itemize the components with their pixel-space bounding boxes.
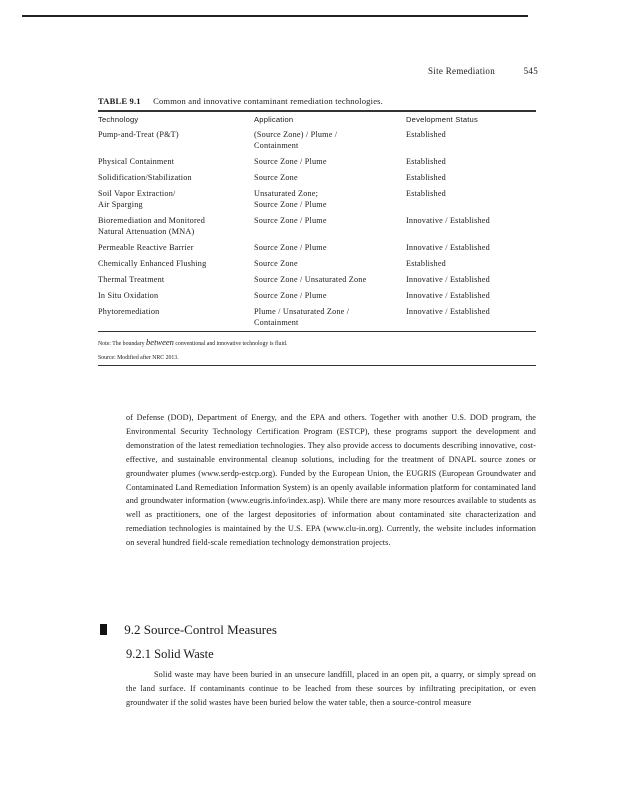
application-cell-line: (Source Zone) / Plume / — [254, 130, 338, 139]
table-label: TABLE 9.1 — [98, 96, 141, 106]
technology-cell-line: Bioremediation and Monitored — [98, 216, 206, 225]
running-head-title: Site Remediation — [427, 66, 496, 76]
status-cell-line: Innovative / Established — [406, 275, 490, 284]
status-cell — [406, 272, 536, 288]
application-cell — [254, 256, 406, 272]
status-cell — [406, 154, 536, 170]
application-cell-line: Source Zone — [254, 259, 298, 268]
table-note-end: conventional and innovative technology is fluid. — [175, 341, 288, 347]
technology-cell-line: In Situ Oxidation — [98, 291, 159, 300]
application-cell-line: Source Zone / Plume — [254, 200, 327, 209]
technology-cell-line: Chemically Enhanced Flushing — [98, 259, 207, 268]
table-row — [98, 170, 536, 186]
application-cell — [254, 170, 406, 186]
page-number: 545 — [523, 66, 538, 76]
table-note — [98, 335, 536, 351]
table-grid — [98, 112, 536, 331]
subsection-heading — [126, 647, 214, 662]
technology-cell-line: Permeable Reactive Barrier — [98, 243, 194, 252]
technology-cell — [98, 127, 254, 154]
status-cell-line: Established — [406, 259, 446, 268]
running-head — [428, 66, 538, 76]
application-cell-line: Source Zone / Unsaturated Zone — [254, 275, 367, 284]
technology-cell — [98, 288, 254, 304]
technology-cell-line: Physical Containment — [98, 157, 175, 166]
status-cell — [406, 256, 536, 272]
table-row — [98, 240, 536, 256]
application-cell — [254, 154, 406, 170]
status-cell — [406, 186, 536, 213]
body-text-2 — [126, 668, 536, 709]
section-number: 9.2 — [124, 622, 141, 637]
status-cell — [406, 240, 536, 256]
technology-cell-line: Solidification/Stabilization — [98, 173, 192, 182]
application-cell — [254, 304, 406, 331]
table-row — [98, 304, 536, 331]
status-cell-line: Innovative / Established — [406, 307, 490, 316]
status-cell — [406, 304, 536, 331]
technology-cell-line: Air Sparging — [98, 200, 143, 209]
table-body — [98, 127, 536, 331]
table-row — [98, 154, 536, 170]
application-cell-line: Source Zone / Plume — [254, 157, 327, 166]
table-caption-text: Common and innovative contaminant remediation technologies. — [153, 96, 383, 106]
top-rule — [22, 15, 528, 17]
status-cell — [406, 127, 536, 154]
table-row — [98, 186, 536, 213]
application-cell — [254, 127, 406, 154]
status-cell — [406, 288, 536, 304]
table-end-rule — [98, 365, 536, 366]
table-source: Source: Modified after NRC 2013. — [98, 355, 179, 361]
technology-cell — [98, 186, 254, 213]
table-row — [98, 256, 536, 272]
remediation-technologies-table — [98, 96, 536, 366]
table-note-emphasis: between — [146, 337, 174, 347]
application-cell — [254, 213, 406, 240]
application-cell-line: Containment — [254, 141, 299, 150]
table-row — [98, 127, 536, 154]
technology-cell — [98, 304, 254, 331]
technology-cell-line: Thermal Treatment — [98, 275, 165, 284]
technology-cell — [98, 170, 254, 186]
application-cell-line: Source Zone / Plume — [254, 243, 327, 252]
table-row — [98, 288, 536, 304]
table-notes — [98, 335, 536, 365]
technology-cell-line: Natural Attenuation (MNA) — [98, 227, 195, 236]
section-marker-icon — [100, 624, 107, 635]
application-cell-line: Source Zone — [254, 173, 298, 182]
application-cell-line: Source Zone / Plume — [254, 291, 327, 300]
application-cell-line: Source Zone / Plume — [254, 216, 327, 225]
header-development-status: Development Status — [406, 115, 478, 124]
body-paragraph: of Defense (DOD), Department of Energy, and the EPA and others. Together with another U.S. DOD program, the Environmental Security Technology Certification Program (ESTCP), these programs support the development and demonstration of the latest remediation technologies. They also provide access to documents describing innovative, cost-effective, and sustainable environmental cleanup solutions, including for the treatment of DNAPL source zones or groundwater plumes (www.serdp-estcp.org). Funded by the European Union, the EUGRIS (European Groundwater and Contaminated Land Remediation Information System) is an openly available information platform for contaminated land and groundwater information (www.eugris.info/index.asp). While there are many more resources available to students as well as practitioners, one of the largest depositories of information about contaminated site characterization and remediation technologies is maintained by the U.S. EPA (www.clu-in.org). Currently, the website includes information on several hundred field-scale remediation technology demonstration projects. — [126, 413, 536, 548]
status-cell — [406, 170, 536, 186]
application-cell-line: Containment — [254, 318, 299, 327]
header-technology: Technology — [98, 115, 139, 124]
table-note-start: Note: The boundary — [98, 341, 145, 347]
technology-cell-line: Pump-and-Treat (P&T) — [98, 130, 179, 139]
status-cell-line: Innovative / Established — [406, 216, 490, 225]
technology-cell — [98, 256, 254, 272]
technology-cell — [98, 272, 254, 288]
application-cell-line: Plume / Unsaturated Zone / — [254, 307, 350, 316]
table-bottom-rule — [98, 331, 536, 332]
table-caption — [98, 96, 536, 106]
subsection-title: Solid Waste — [154, 647, 214, 661]
status-cell-line: Innovative / Established — [406, 243, 490, 252]
status-cell-line: Established — [406, 189, 446, 198]
table-header-row — [98, 112, 536, 127]
header-application: Application — [254, 115, 294, 124]
technology-cell — [98, 154, 254, 170]
technology-cell-line: Phytoremediation — [98, 307, 160, 316]
section-title: Source-Control Measures — [143, 622, 277, 637]
application-cell — [254, 272, 406, 288]
technology-cell — [98, 213, 254, 240]
body-paragraph: Solid waste may have been buried in an unsecure landfill, placed in an open pit, a quarry, or simply spread on the land surface. If contaminants continue to be leached from these sources by infiltrating precipitation, or even groundwater if the solid wastes have been buried below the water table, then a source-control measure — [126, 670, 536, 707]
status-cell-line: Established — [406, 173, 446, 182]
application-cell — [254, 288, 406, 304]
table-row — [98, 272, 536, 288]
status-cell-line: Established — [406, 157, 446, 166]
status-cell — [406, 213, 536, 240]
status-cell-line: Established — [406, 130, 446, 139]
application-cell-line: Unsaturated Zone; — [254, 189, 319, 198]
table-row — [98, 213, 536, 240]
status-cell-line: Innovative / Established — [406, 291, 490, 300]
application-cell — [254, 240, 406, 256]
technology-cell — [98, 240, 254, 256]
body-text — [126, 411, 536, 550]
application-cell — [254, 186, 406, 213]
section-heading — [100, 622, 277, 638]
technology-cell-line: Soil Vapor Extraction/ — [98, 189, 176, 198]
subsection-number: 9.2.1 — [126, 647, 151, 661]
